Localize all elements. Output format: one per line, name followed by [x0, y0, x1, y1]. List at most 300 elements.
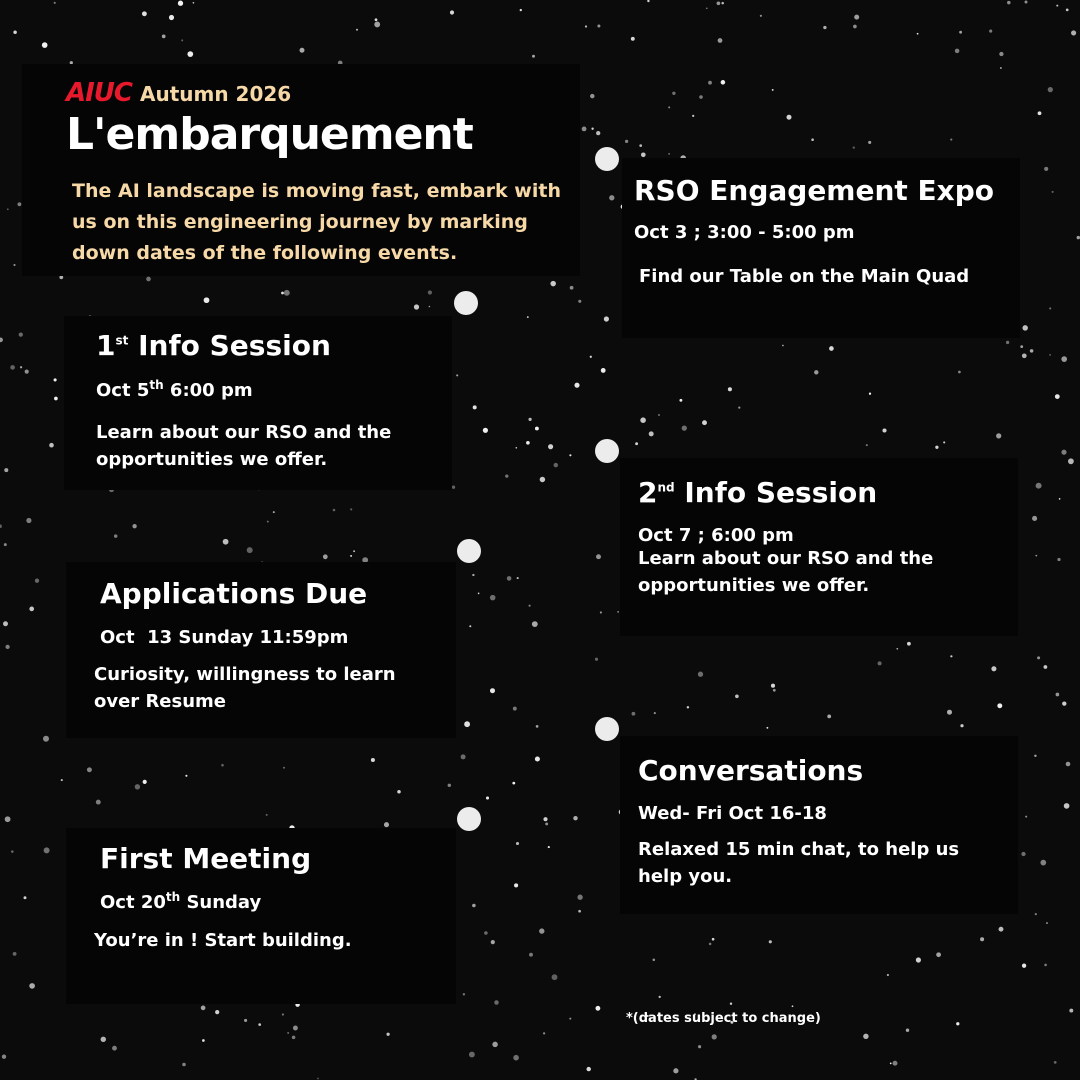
star: [647, 0, 649, 2]
star: [609, 195, 614, 200]
star: [570, 286, 574, 290]
star: [185, 775, 187, 777]
star: [182, 1063, 186, 1067]
star: [772, 89, 774, 91]
star: [573, 816, 577, 820]
star: [215, 1010, 219, 1014]
star: [535, 427, 539, 431]
star: [1040, 860, 1046, 866]
star: [132, 524, 136, 528]
star: [917, 33, 919, 35]
star: [456, 374, 458, 376]
star: [112, 1046, 117, 1051]
term-label: Autumn 2026: [140, 82, 292, 106]
star: [1035, 913, 1037, 915]
star: [706, 7, 708, 9]
star: [554, 463, 558, 467]
star: [1025, 1, 1028, 4]
star: [1046, 922, 1048, 924]
star: [142, 11, 147, 16]
star: [1006, 341, 1009, 344]
star: [428, 290, 432, 294]
star: [997, 703, 1002, 708]
event-date: Oct 7 ; 6:00 pm: [638, 525, 794, 546]
star: [601, 368, 606, 373]
star: [887, 974, 889, 976]
star: [999, 927, 1004, 932]
star: [19, 332, 23, 336]
star: [317, 1078, 319, 1080]
star: [950, 139, 952, 141]
star: [491, 940, 495, 944]
star: [639, 144, 642, 147]
star: [181, 39, 183, 41]
star: [44, 847, 50, 853]
star: [350, 508, 352, 510]
star: [853, 146, 855, 148]
star: [13, 264, 15, 266]
star: [539, 928, 544, 933]
star: [792, 1005, 794, 1007]
star: [640, 417, 646, 423]
star: [702, 420, 707, 425]
star: [1056, 5, 1058, 7]
star: [492, 1042, 498, 1048]
star: [550, 281, 555, 286]
star: [1071, 30, 1076, 35]
star: [1022, 353, 1027, 358]
event-description: Relaxed 15 min chat, to help us help you.: [638, 839, 960, 887]
event-description: You’re in ! Start building.: [94, 930, 352, 951]
star: [760, 15, 762, 17]
event-title: 1st Info Session: [96, 329, 331, 362]
star: [1044, 964, 1047, 967]
star: [5, 645, 9, 649]
star: [247, 547, 253, 553]
star: [545, 822, 548, 825]
star: [632, 712, 636, 716]
star: [868, 141, 871, 144]
star: [543, 817, 547, 821]
star: [717, 1, 721, 5]
star: [193, 2, 195, 4]
star: [1057, 558, 1060, 561]
star: [29, 983, 35, 989]
star: [1000, 67, 1002, 69]
event-description: Learn about our RSO and the opportunities we offer.: [96, 422, 392, 470]
star: [863, 1034, 868, 1039]
star: [590, 94, 594, 98]
star: [890, 1063, 892, 1065]
star: [1077, 236, 1080, 239]
star: [548, 444, 553, 449]
star: [721, 2, 724, 5]
star: [1021, 852, 1025, 856]
star: [771, 684, 775, 688]
event-card-info-session-1: [64, 316, 452, 490]
star: [333, 509, 336, 512]
star: [452, 486, 455, 489]
event-title: First Meeting: [100, 842, 312, 875]
star: [950, 655, 952, 657]
event-card-expo: [622, 158, 1020, 338]
star: [577, 895, 582, 900]
star: [267, 521, 269, 523]
star: [853, 25, 857, 29]
star: [532, 621, 538, 627]
star: [552, 974, 558, 980]
star: [960, 724, 963, 727]
star: [635, 442, 638, 445]
star: [43, 736, 49, 742]
star: [996, 433, 1001, 438]
event-description: Learn about our RSO and the opportunities we offer.: [638, 548, 934, 596]
star: [617, 611, 619, 613]
star: [429, 306, 431, 308]
star: [1037, 656, 1040, 659]
event-card-info-session-2: [620, 458, 1018, 636]
star: [679, 399, 682, 402]
star: [718, 38, 723, 43]
star: [1020, 345, 1023, 348]
star: [202, 1039, 205, 1042]
star: [162, 35, 166, 39]
star: [653, 959, 656, 962]
star: [282, 1013, 284, 1015]
star: [878, 661, 882, 665]
star: [4, 543, 7, 546]
star: [300, 48, 305, 53]
star: [26, 518, 31, 523]
star: [882, 428, 886, 432]
star: [866, 444, 868, 446]
star: [25, 370, 29, 374]
star: [980, 937, 984, 941]
timeline-dot-conversations: [595, 717, 619, 741]
star: [907, 642, 911, 646]
star: [604, 316, 609, 321]
star: [1066, 9, 1069, 12]
star: [766, 727, 768, 729]
star: [513, 707, 517, 711]
star: [386, 1033, 389, 1036]
footnote: *(dates subject to change): [626, 1011, 821, 1026]
star: [1061, 356, 1067, 362]
star: [494, 1000, 499, 1005]
star: [1069, 1009, 1073, 1013]
star: [1036, 483, 1042, 489]
star: [273, 511, 275, 513]
star: [20, 366, 22, 368]
star: [472, 904, 476, 908]
star: [668, 153, 670, 155]
star: [569, 1018, 571, 1020]
star: [29, 607, 34, 612]
star: [600, 611, 602, 613]
star: [24, 896, 27, 899]
star: [3, 621, 8, 626]
star: [893, 1061, 898, 1066]
event-date: Oct 20th Sunday: [100, 890, 262, 913]
star: [682, 425, 687, 430]
star: [595, 658, 598, 661]
star: [730, 1002, 732, 1004]
event-date: Oct 3 ; 3:00 - 5:00 pm: [634, 222, 855, 243]
star: [625, 140, 628, 143]
star: [590, 356, 592, 358]
star: [947, 710, 952, 715]
star: [1049, 354, 1051, 356]
star: [578, 910, 581, 913]
star: [1034, 755, 1036, 757]
star: [709, 943, 712, 946]
event-title: Conversations: [638, 754, 864, 787]
page-title: L'embarquement: [66, 109, 473, 160]
star: [527, 316, 529, 318]
star: [596, 554, 601, 559]
star: [397, 790, 401, 794]
star: [814, 370, 818, 374]
star: [936, 952, 941, 957]
event-date: Oct 13 Sunday 11:59pm: [100, 627, 349, 648]
brand-row: [66, 78, 291, 108]
star: [728, 387, 732, 391]
star: [1064, 803, 1070, 809]
star: [2, 1055, 6, 1059]
star: [569, 454, 571, 456]
star: [529, 418, 532, 421]
star: [526, 441, 530, 445]
event-description: Curiosity, willingness to learn over Resume: [94, 664, 396, 712]
star: [101, 1037, 106, 1042]
star: [223, 539, 229, 545]
star: [811, 138, 814, 141]
star: [4, 468, 8, 472]
star: [532, 55, 535, 58]
star: [514, 883, 518, 887]
star: [991, 666, 996, 671]
star: [735, 694, 739, 698]
star: [0, 338, 3, 343]
star: [490, 688, 495, 693]
star: [597, 24, 600, 27]
star: [943, 441, 945, 443]
star: [49, 443, 54, 448]
star: [507, 576, 512, 581]
star: [517, 577, 519, 579]
star: [35, 579, 39, 583]
star: [536, 725, 539, 728]
star: [658, 414, 660, 416]
star: [896, 648, 898, 650]
star: [687, 706, 689, 708]
star: [1048, 87, 1053, 92]
star: [375, 18, 378, 21]
star: [712, 1034, 717, 1039]
star: [712, 938, 715, 941]
star: [654, 712, 656, 714]
star: [827, 715, 831, 719]
star: [829, 346, 834, 351]
star: [505, 474, 508, 477]
star: [773, 689, 776, 692]
star: [284, 290, 290, 296]
star: [955, 49, 960, 54]
star: [281, 292, 284, 295]
star: [350, 555, 352, 557]
star: [787, 115, 792, 120]
star: [906, 1029, 909, 1032]
event-date: Oct 5th 6:00 pm: [96, 378, 253, 401]
event-card-first-meeting: [66, 828, 456, 1004]
timeline-dot-info1: [454, 291, 478, 315]
star: [578, 300, 581, 303]
star: [478, 593, 480, 595]
star: [641, 153, 646, 158]
star: [673, 1068, 678, 1073]
star: [1038, 111, 1042, 115]
star: [292, 1036, 296, 1040]
star: [672, 92, 675, 95]
star: [520, 9, 522, 11]
star: [708, 81, 712, 85]
timeline-dot-expo: [595, 147, 619, 171]
star: [244, 1019, 247, 1022]
star: [1052, 191, 1054, 193]
star: [535, 756, 540, 761]
star: [472, 574, 474, 576]
star: [469, 625, 471, 627]
star: [1044, 665, 1048, 669]
star: [283, 767, 285, 769]
event-title: RSO Engagement Expo: [634, 174, 995, 207]
star: [61, 779, 63, 781]
star: [1025, 816, 1027, 818]
star: [1035, 555, 1037, 557]
star: [146, 277, 151, 282]
star: [414, 304, 419, 309]
star: [548, 846, 550, 848]
star: [178, 1, 183, 6]
star: [353, 550, 355, 552]
star: [5, 816, 11, 822]
star: [587, 1067, 591, 1071]
timeline-dot-info2: [595, 439, 619, 463]
star: [114, 534, 117, 537]
star: [143, 780, 147, 784]
star: [1061, 450, 1066, 455]
star: [1056, 693, 1060, 697]
star: [483, 428, 488, 433]
star: [293, 1026, 298, 1031]
star: [935, 446, 938, 449]
star: [543, 1032, 545, 1034]
star: [450, 10, 454, 14]
intro-text: The AI landscape is moving fast, embark with us on this engineering journey by marking down dates of the following events.: [72, 180, 561, 264]
star: [204, 297, 210, 303]
star: [11, 850, 13, 852]
star: [823, 26, 826, 29]
star: [486, 796, 489, 799]
star: [461, 754, 466, 759]
star: [574, 383, 579, 388]
star: [516, 842, 519, 845]
star: [484, 931, 488, 935]
star: [356, 29, 358, 31]
star: [448, 784, 451, 787]
star: [989, 30, 992, 33]
star: [659, 996, 661, 998]
star: [0, 524, 2, 528]
star: [631, 37, 635, 41]
star: [96, 800, 101, 805]
star: [1044, 167, 1048, 171]
star: [266, 814, 268, 816]
star: [323, 554, 328, 559]
event-date: Wed- Fri Oct 16-18: [638, 803, 827, 824]
star: [769, 940, 772, 943]
star: [512, 782, 515, 785]
header-card: [22, 64, 580, 276]
star: [1068, 458, 1074, 464]
star: [1022, 325, 1027, 330]
star: [13, 30, 17, 34]
star: [384, 822, 389, 827]
star: [596, 131, 600, 135]
star: [1030, 349, 1034, 353]
star: [490, 595, 496, 601]
star: [1055, 394, 1060, 399]
star: [18, 202, 22, 206]
timeline-dot-meeting: [457, 807, 481, 831]
star: [956, 1022, 959, 1025]
star: [869, 393, 871, 395]
star: [668, 106, 670, 108]
star: [87, 767, 92, 772]
star: [699, 95, 703, 99]
star: [169, 15, 174, 20]
star: [287, 1032, 289, 1034]
star: [10, 365, 15, 370]
star: [959, 31, 962, 34]
star: [999, 52, 1003, 56]
star: [371, 758, 375, 762]
star: [540, 477, 545, 482]
star: [1032, 516, 1037, 521]
star: [698, 1045, 701, 1048]
star: [469, 1052, 475, 1058]
star: [1022, 964, 1026, 968]
star: [1007, 1, 1010, 4]
star: [649, 431, 654, 436]
event-card-applications-due: [66, 562, 456, 738]
star: [1054, 1061, 1057, 1064]
star: [258, 1023, 261, 1026]
star: [698, 672, 703, 677]
star: [529, 605, 531, 607]
timeline-dot-apps: [457, 539, 481, 563]
event-title: Applications Due: [100, 577, 368, 610]
star: [463, 993, 465, 995]
star: [42, 42, 48, 48]
star: [13, 952, 17, 956]
star: [582, 126, 587, 131]
star: [473, 405, 477, 409]
star: [464, 721, 470, 727]
star: [374, 21, 380, 27]
star: [854, 15, 859, 20]
star: [7, 208, 9, 210]
